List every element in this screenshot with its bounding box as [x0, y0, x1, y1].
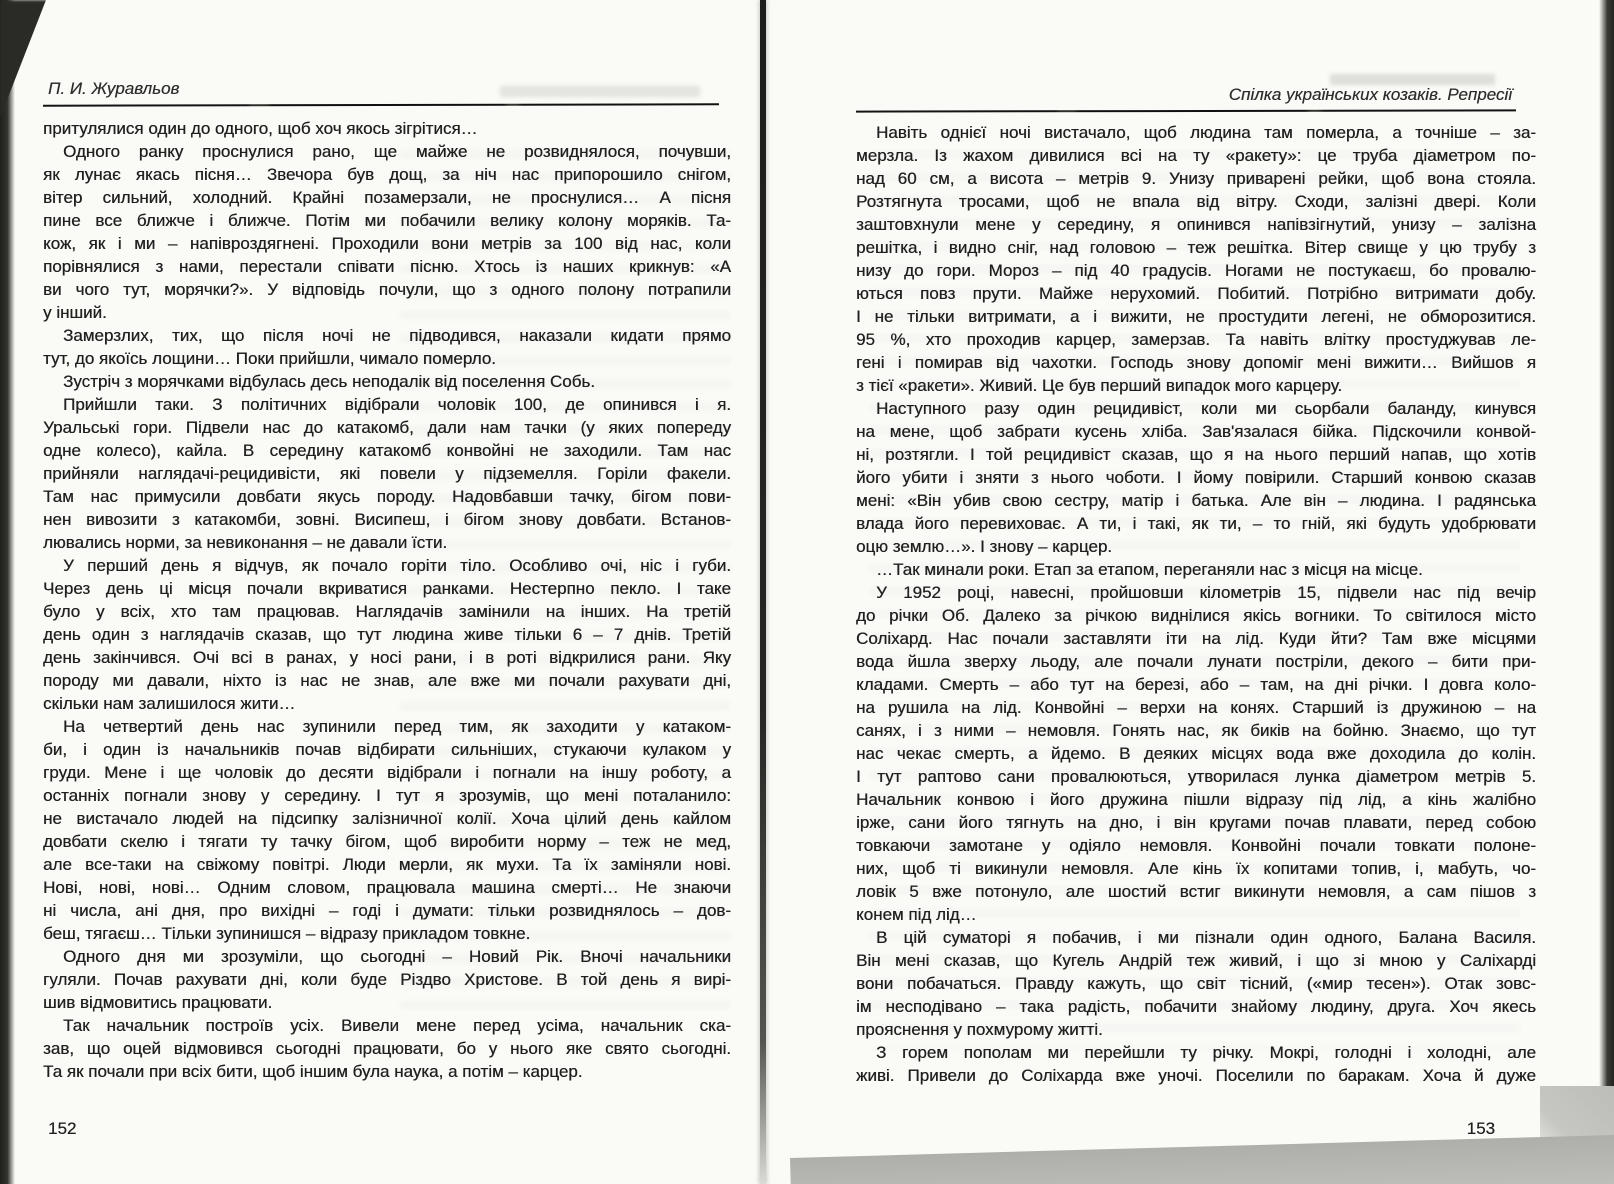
- paragraph: [856, 121, 1536, 397]
- text-line: Через день ці місця почали вкриватися ранками. Нестерпно пекло. І таке: [43, 579, 731, 598]
- text-line: скільки нам залишилося жити…: [43, 694, 296, 713]
- text-line: Замерзлих, тих, що після ночі не підводився, наказали кидати прямо: [63, 326, 731, 345]
- text-line: у інший.: [43, 303, 107, 322]
- text-line: зав, що оцей відмовився сьогодні працювати, бо у нього яке свято сьогодні.: [43, 1039, 731, 1058]
- paragraph: [43, 370, 731, 393]
- text-line: Соліхард. Нас почали заставляти іти на лід. Куди йти? Там вже місцями: [856, 629, 1536, 648]
- text-line: притулялися один до одного, щоб хоч якось зігрітися…: [43, 119, 478, 138]
- scan-page-seam-artifact: [760, 0, 766, 1184]
- text-line: прояснення у похмурому житті.: [856, 1020, 1103, 1039]
- text-line: Зустріч з морячками відбулась десь неподалік від поселення Собь.: [63, 372, 595, 391]
- running-header-right: Спілка українських козаків. Репресії: [1228, 85, 1512, 104]
- header-rule: [856, 109, 1516, 112]
- text-line: У перший день я відчув, як почало горіти тіло. Особливо очі, ніс і губи.: [63, 556, 731, 575]
- paragraph: [43, 140, 731, 324]
- text-line: кож, як і ми – напівроздягнені. Проходили вони метрів за 100 від нас, коли: [43, 234, 731, 253]
- text-line: кладами. Смерть – або тут на березі, або – там, на дні річки. І довга коло-: [856, 675, 1536, 694]
- paragraph: [43, 715, 731, 945]
- text-line: би, і один із начальників почав відбирати сильніших, стукаючи кулаком у: [43, 740, 731, 759]
- page-number-right: 153: [1466, 1119, 1495, 1138]
- text-line: У 1952 році, навесні, пройшовши кілометрів 15, підвели нас під вечір: [876, 583, 1536, 602]
- text-line: оцю землю…». І знову – карцер.: [856, 537, 1113, 556]
- text-line: Наступного разу один рецидивіст, коли ми сьорбали баланду, кинувся: [876, 399, 1536, 418]
- bleedthrough-artifact: [500, 86, 700, 97]
- text-line: З горем пополам ми перейшли ту річку. Мокрі, голодні і холодні, але: [876, 1043, 1536, 1062]
- header-rule: [43, 103, 719, 106]
- paragraph: [43, 554, 731, 715]
- text-line: над 60 см, а висота – метрів 9. Унизу приварені рейки, щоб вона стояла.: [856, 169, 1536, 188]
- text-line: Він мені сказав, що Кугель Андрій теж живий, і що зі мною у Саліхарді: [856, 951, 1536, 970]
- text-line: з тієї «ракети». Живий. Це був перший випадок мого карцеру.: [856, 376, 1343, 395]
- text-line: решітка, і видно сніг, над головою – теж решітка. Вітер свище у цю трубу з: [856, 238, 1536, 257]
- text-line: лювались норми, за невиконання – не давали їсти.: [43, 533, 448, 552]
- text-line: Навіть однієї ночі вистачало, щоб людина там померла, а точніше – за-: [876, 123, 1536, 142]
- paragraph: [856, 926, 1536, 1041]
- text-line: прийняли наглядачі-рецидивісти, які повели у підземелля. Горіли факели.: [43, 464, 731, 483]
- scan-edge-right-artifact: [1599, 0, 1614, 1098]
- text-line: до річки Об. Далеко за річкою виднілися якісь вогники. То світилося місто: [856, 606, 1536, 625]
- text-line: беш, тягаєш… Тільки зупинишся – відразу прикладом товкне.: [43, 924, 531, 943]
- paragraph: [856, 581, 1536, 926]
- text-line: Там нас примусили довбати якусь породу. Надовбавши тачку, бігом пови-: [43, 487, 731, 506]
- scan-shadow-bottom-artifact: [790, 1133, 1614, 1184]
- text-line: Начальник конвою і його дружина пішли відразу під лід, а кінь жалібно: [856, 790, 1536, 809]
- text-line: гуляли. Почав рахувати дні, коли буде Різдво Христове. В той день я вирі-: [43, 970, 731, 989]
- text-line: було у всіх, хто там працював. Наглядачів замінили на інших. На третій: [43, 602, 731, 621]
- text-line: груди. Мене і ще чоловік до десяти відібрали і погнали на іншу роботу, а: [43, 763, 731, 782]
- text-line: довбати скелю і тягати ту тачку бігом, щоб виробити норму – теж не мед,: [43, 832, 731, 851]
- text-line: Нові, нові, нові… Одним словом, працювала машина смерті… Не знаючи: [43, 878, 731, 897]
- text-line: Одного ранку проснулися рано, ще майже не розвиднялося, почувши,: [63, 142, 731, 161]
- text-line: не вистачало людей на підсипку залізничної колії. Хоча цілий день кайлом: [43, 809, 731, 828]
- text-line: ви чого тут, морячки?». У відповідь почули, що з одного полону потрапили: [43, 280, 731, 299]
- text-line: на рушила на лід. Конвойні – верхи на конях. Старший із дружиною – на: [856, 698, 1536, 717]
- text-line: ловік 5 вже потонуло, але шостий встиг викинути немовля, а сам пішов з: [856, 882, 1536, 901]
- text-line: шив відмовитись працювати.: [43, 993, 273, 1012]
- text-line: Так начальник построїв усіх. Вивели мене перед усіма, начальник ска-: [63, 1016, 731, 1035]
- running-header-left: П. И. Журавльов: [48, 79, 180, 98]
- text-line: Та як почали при всіх бити, щоб іншим була наука, а потім – карцер.: [43, 1062, 583, 1081]
- text-line: заштовхнули мене у середину, я опинився напівзігнутий, унизу – залізна: [856, 215, 1536, 234]
- paragraph: [856, 558, 1536, 581]
- text-line: породу ми давали, ніхто із нас не знав, але вже ми почали рахувати дні,: [43, 671, 731, 690]
- text-line: пине все ближче і ближче. Потім ми побачили велику колону моряків. Та-: [43, 211, 731, 230]
- text-line: Розтягнута тросами, щоб не впала від вітру. Сходи, залізні двері. Коли: [856, 192, 1536, 211]
- text-line: …Так минали роки. Етап за етапом, переганяли нас з місця на місце.: [876, 560, 1423, 579]
- bleedthrough-artifact: [1330, 74, 1495, 85]
- text-line: санях, і з ними – немовля. Гонять нас, як биків на бойню. Знаємо, що тут: [856, 721, 1536, 740]
- text-line: тут, до якоїсь лощини… Поки прийшли, чимало померло.: [43, 349, 496, 368]
- text-line: На четвертий день нас зупинили перед тим, як заходити у катаком-: [63, 717, 731, 736]
- text-line: день закінчився. Очі всі в ранах, у носі рани, і в роті відкрилися рани. Яку: [43, 648, 731, 667]
- text-line: І тут раптово сани провалюються, утворилася лунка діаметром метрів 5.: [856, 767, 1536, 786]
- paragraph: [43, 324, 731, 370]
- text-line: останніх погнали знову у середину. І тут я зрозумів, що мені поталанило:: [43, 786, 731, 805]
- paragraph: [43, 393, 731, 554]
- text-line: конем під лід…: [856, 905, 977, 924]
- text-line: живі. Привели до Соліхарда вже уночі. Поселили по баракам. Хоча й дуже: [856, 1066, 1536, 1085]
- text-line: ються повз прути. Майже нерухомий. Побитий. Потрібно витримати добу.: [856, 284, 1536, 303]
- text-line: низу до гори. Мороз – під 40 градусів. Ногами не постукаєш, бо провалю-: [856, 261, 1536, 280]
- text-line: ні, розтягли. І той рецидивіст сказав, що я на нього перший напав, що хотів: [856, 445, 1536, 464]
- text-line: одне колесо), кайла. В середину катакомб конвойні не заходили. Там нас: [43, 441, 731, 460]
- paragraph: [856, 397, 1536, 558]
- paragraph: [43, 117, 731, 140]
- text-line: ні числа, ані дня, про вихідні – годі і думати: тільки розвиднялось – дов-: [43, 901, 731, 920]
- right-page-text-column: [856, 121, 1536, 1087]
- text-line: ім несподівано – така радість, побачити знайому людину, друга. Хоч якесь: [856, 997, 1536, 1016]
- left-page-text-column: [43, 117, 731, 1083]
- text-line: ірже, сани його тягнуть на дно, і він кругами почав плавати, перед собою: [856, 813, 1536, 832]
- text-line: мерзла. Із жахом дивилися всі на ту «ракету»: це труба діаметром по-: [856, 146, 1536, 165]
- text-line: порівнялися з нами, перестали співати пісню. Хтось із наших крикнув: «А: [43, 257, 731, 276]
- text-line: гені і помирав від чахотки. Господь знову допоміг мені вижити… Вийшов я: [856, 353, 1536, 372]
- scan-edge-left-artifact: [0, 0, 15, 1184]
- text-line: вони побачаться. Правду кажуть, що світ тісний, («мир тесен»). Отак зовс-: [856, 974, 1536, 993]
- text-line: 95 %, хто проходив карцер, замерзав. Та навіть влітку простуджував ле-: [856, 330, 1536, 349]
- text-line: влада його перевиховає. А ти, і такі, як ти, – то гній, які будуть удобрювати: [856, 514, 1536, 533]
- text-line: як лунає якась пісня… Звечора був дощ, за ніч нас припорошило снігом,: [43, 165, 731, 184]
- text-line: але все-таки на свіжому повітрі. Люди мерли, як мухи. Та їх заміняли нові.: [43, 855, 731, 874]
- text-line: нас чекає смерть, а йдемо. В деяких місцях вода вже доходила до колін.: [856, 744, 1536, 763]
- page-number-left: 152: [48, 1119, 77, 1138]
- text-line: вітер сильний, холодний. Крайні позамерзали, не проснулися… А пісня: [43, 188, 731, 207]
- text-line: них, щоб ті викинули немовля. Але кінь їх копитами топив, і, мабуть, чо-: [856, 859, 1536, 878]
- text-line: Уральські гори. Підвели нас до катакомб, дали нам тачки (у яких попереду: [43, 418, 731, 437]
- text-line: Прийшли таки. З політичних відібрали чоловік 100, де опинився і я.: [63, 395, 731, 414]
- text-line: В цій суматорі я побачив, і ми пізнали один одного, Балана Василя.: [876, 928, 1536, 947]
- text-line: І не тільки витримати, а і вижити, не простудити легені, не обморозитися.: [856, 307, 1536, 326]
- text-line: нен вивозити з катакомби, зовні. Висипеш, і бігом знову довбати. Встанов-: [43, 510, 731, 529]
- text-line: мені: «Він убив свою сестру, матір і батька. Але він – людина. І радянська: [856, 491, 1536, 510]
- text-line: товкаючи замотане у одіяло немовля. Конвойні почали товкати полоне-: [856, 836, 1536, 855]
- text-line: день один з наглядачів сказав, що тут людина живе тільки 6 – 7 днів. Третій: [43, 625, 731, 644]
- paragraph: [43, 1014, 731, 1083]
- text-line: його убити і зняти з нього чоботи. І йому повірили. Старший конвою сказав: [856, 468, 1536, 487]
- text-line: Одного дня ми зрозуміли, що сьогодні – Новий Рік. Вночі начальники: [63, 947, 731, 966]
- text-line: на мене, щоб забрати кусень хліба. Зав'язалася бійка. Підскочили конвой-: [856, 422, 1536, 441]
- paragraph: [856, 1041, 1536, 1087]
- text-line: вода йшла зверху льоду, але почали лунати постріли, декого – бити при-: [856, 652, 1536, 671]
- paragraph: [43, 945, 731, 1014]
